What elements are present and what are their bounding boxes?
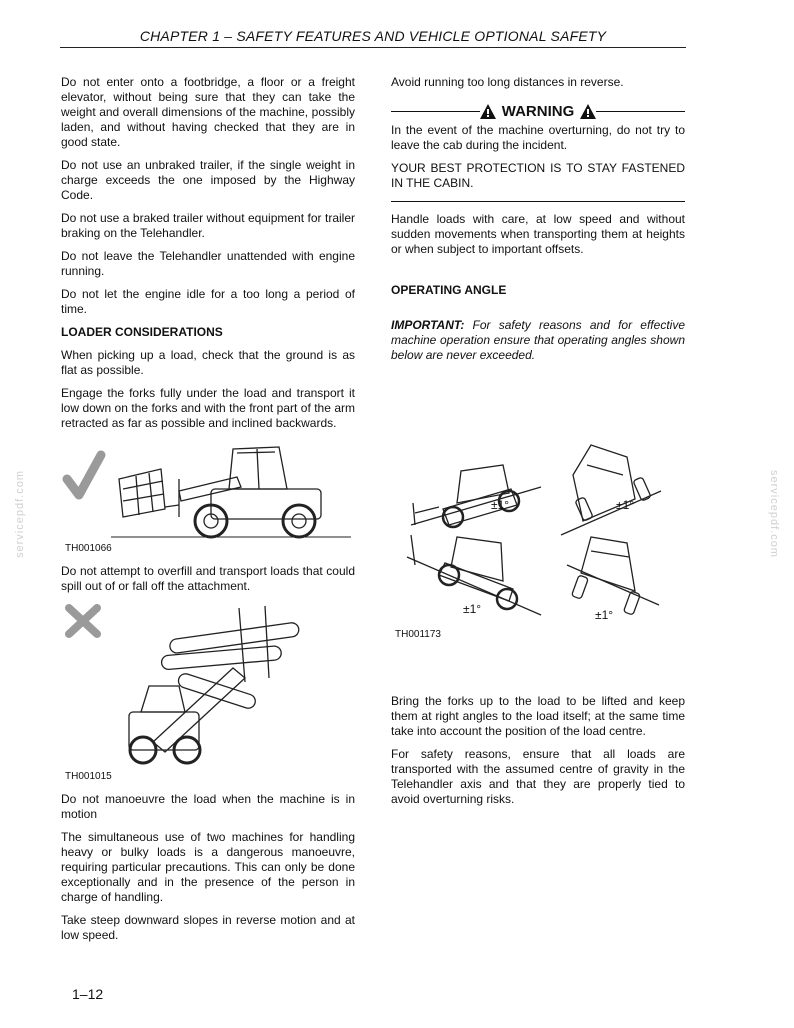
important-text: For safety reasons and for effective machine operation ensure that operating angles shown below are never exceeded. xyxy=(391,318,685,362)
paragraph-forks-right-angle: Bring the forks up to the load to be lifted and keep them at right angles to the load itself; at the same time take into account the position of the load centre. xyxy=(391,694,685,738)
page-number: 1–12 xyxy=(72,986,104,1002)
paragraph-braked-trailer: Do not use a braked trailer without equipment for trailer braking on the Telehandler. xyxy=(61,211,355,240)
operating-angle-illustration xyxy=(391,425,685,625)
heading-operating-angle: OPERATING ANGLE xyxy=(391,283,507,297)
paragraph-two-machines: The simultaneous use of two machines for handling heavy or bulky loads is a dangerous manoeuvre, requiring particular precautions. This can only be done exceptionally and in the presence of the person in charge of handling. xyxy=(61,830,355,904)
paragraph-handle-loads: Handle loads with care, at low speed and without sudden movements when transporting them at heights or when subject to important offsets. xyxy=(391,212,685,256)
figure-correct-transport xyxy=(61,439,355,556)
angle-label-top-left: ±1° xyxy=(491,498,510,512)
warning-caps-text: YOUR BEST PROTECTION IS TO STAY FASTENED IN THE CABIN. xyxy=(391,161,685,190)
figure-caption-th001173: TH001173 xyxy=(395,629,441,640)
watermark-left: servicepdf.com xyxy=(14,470,26,558)
paragraph-engage-forks: Engage the forks fully under the load and transport it low down on the forks and with the front part of the arm retracted as far as possible and inclined backwards. xyxy=(61,386,355,430)
left-column xyxy=(61,75,355,951)
paragraph-unbraked-trailer: Do not use an unbraked trailer, if the single weight in charge exceeds the one imposed by the Highway Code. xyxy=(61,158,355,202)
paragraph-reverse: Avoid running too long distances in reverse. xyxy=(391,75,624,89)
warning-triangle-icon xyxy=(480,104,496,119)
paragraph-footbridge: Do not enter onto a footbridge, a floor or a freight elevator, without being sure that they can take the weight and overall dimensions of the machine, possibly laden, and without having checked that they are in good state. xyxy=(61,75,355,149)
chapter-header: CHAPTER 1 – SAFETY FEATURES AND VEHICLE OPTIONAL SAFETY xyxy=(139,28,607,44)
figure-operating-angles xyxy=(391,425,685,642)
telehandler-overfill-illustration xyxy=(61,602,351,767)
warning-rule-left xyxy=(391,111,480,112)
paragraph-no-manoeuvre: Do not manoeuvre the load when the machine is in motion xyxy=(61,792,355,821)
angle-label-bottom-right: ±1° xyxy=(595,608,614,622)
angle-label-top-right: ±1° xyxy=(616,498,635,512)
warning-label: WARNING xyxy=(501,103,575,120)
warning-rule-right xyxy=(596,111,685,112)
important-label: IMPORTANT: xyxy=(391,318,465,332)
cross-icon xyxy=(69,608,97,634)
paragraph-ground: When picking up a load, check that the ground is as flat as possible. xyxy=(61,348,355,377)
figure-overfill xyxy=(61,602,355,784)
figure-caption-th001066: TH001066 xyxy=(65,543,112,554)
right-column xyxy=(391,75,685,815)
warning-text: In the event of the machine overturning, do not try to leave the cab during the incident. xyxy=(391,123,685,152)
important-note xyxy=(391,318,685,363)
heading-loader-considerations: LOADER CONSIDERATIONS xyxy=(61,325,223,339)
telehandler-correct-illustration xyxy=(61,439,351,539)
warning-header xyxy=(391,104,685,119)
angle-label-bottom-left: ±1° xyxy=(463,602,482,616)
paragraph-idle: Do not let the engine idle for a too long a period of time. xyxy=(61,287,355,316)
watermark-right: servicepdf.com xyxy=(768,470,780,558)
paragraph-downward-slopes: Take steep downward slopes in reverse motion and at low speed. xyxy=(61,913,355,942)
paragraph-overfill: Do not attempt to overfill and transport loads that could spill out of or fall off the attachment. xyxy=(61,564,355,593)
figure-caption-th001015: TH001015 xyxy=(65,771,112,782)
paragraph-centre-gravity: For safety reasons, ensure that all loads are transported with the assumed centre of gravity in the Telehandler axis and that they are properly tied to avoid overturning risks. xyxy=(391,747,685,806)
checkmark-icon xyxy=(67,455,101,495)
header-rule xyxy=(60,47,686,48)
warning-bottom-rule xyxy=(391,201,685,202)
paragraph-unattended: Do not leave the Telehandler unattended with engine running. xyxy=(61,249,355,278)
warning-triangle-icon xyxy=(580,104,596,119)
